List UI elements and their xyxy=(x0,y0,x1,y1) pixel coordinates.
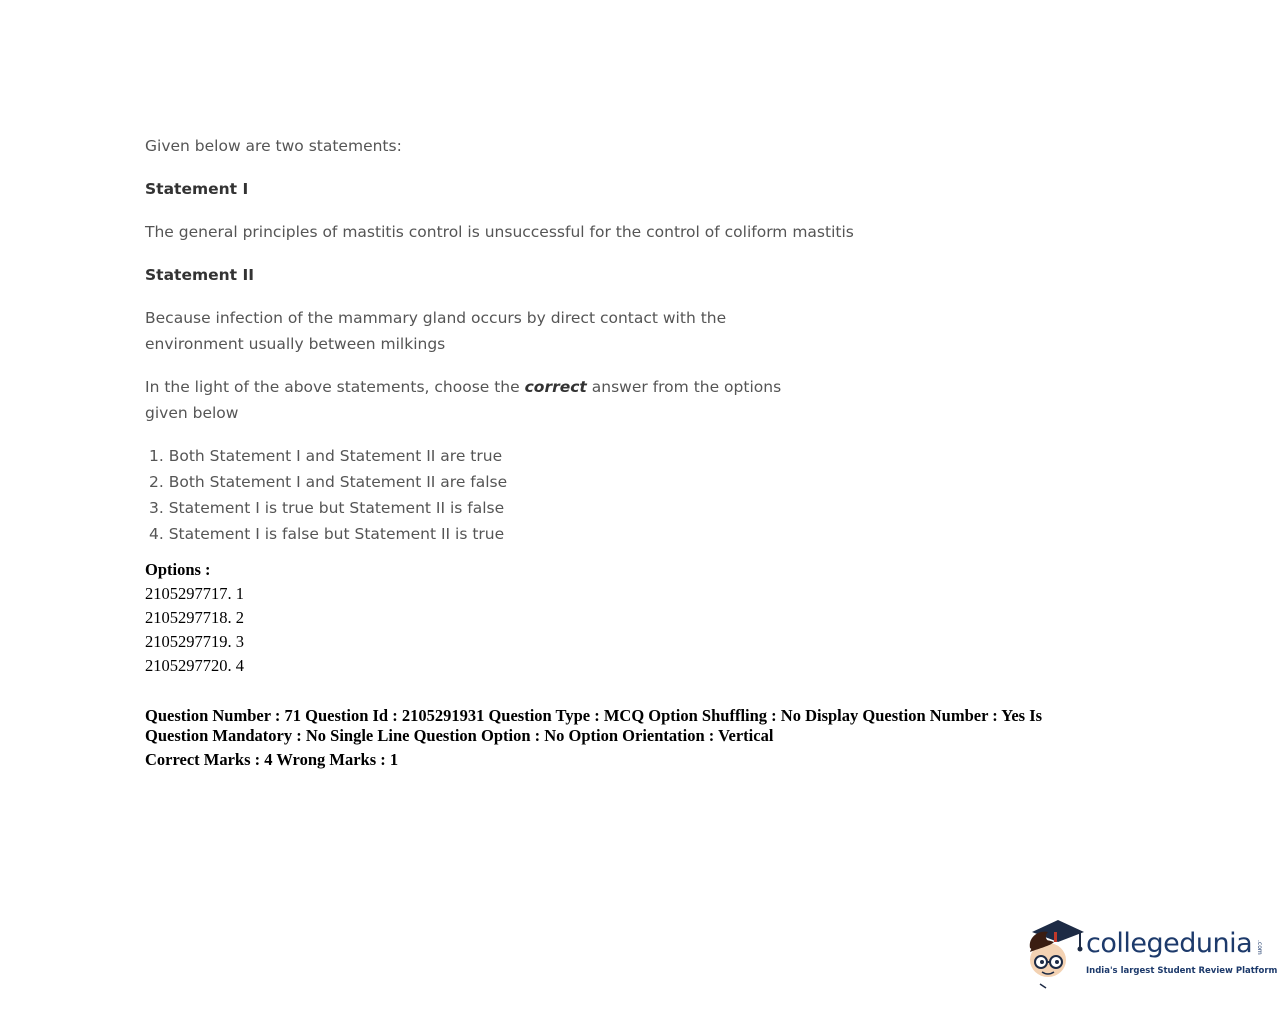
question-info: Question Number : 71 Question Id : 2105291931 Question Type : MCQ Option Shuffling : No Display Question Number : Yes Is Question Mandatory : No Single Line Question Option : No Option Orientation : Vertical xyxy=(145,706,1043,745)
answer-item: 4. Statement I is false but Statement II is true xyxy=(149,525,505,543)
answer-item: 3. Statement I is true but Statement II is false xyxy=(149,499,505,517)
statement-1-heading: Statement I xyxy=(145,180,249,198)
logo-wordmark: collegedunia xyxy=(1086,928,1253,959)
instruction-after: answer from the options given below xyxy=(145,378,782,422)
mascot-icon xyxy=(1024,918,1086,990)
option-row: 2105297718. 2 xyxy=(145,608,244,627)
statement-2-heading: Statement II xyxy=(145,266,254,284)
option-row: 2105297719. 3 xyxy=(145,632,244,651)
meta-block xyxy=(145,558,1105,772)
collegedunia-logo xyxy=(1024,918,1278,994)
answer-item: 2. Both Statement I and Statement II are false xyxy=(149,473,508,491)
option-row: 2105297717. 1 xyxy=(145,584,244,603)
answer-list xyxy=(145,443,865,547)
logo-tagline: India's largest Student Review Platform xyxy=(1086,966,1278,976)
option-row: 2105297720. 4 xyxy=(145,656,244,675)
question-block xyxy=(145,133,865,547)
options-title: Options : xyxy=(145,560,211,579)
question-intro: Given below are two statements: xyxy=(145,137,402,155)
statement-2-text: Because infection of the mammary gland occurs by direct contact with the environment usually between milkings xyxy=(145,309,727,353)
question-instruction xyxy=(145,374,825,426)
answer-item: 1. Both Statement I and Statement II are true xyxy=(149,447,503,465)
logo-domain-suffix: .com xyxy=(1256,940,1263,955)
instruction-before: In the light of the above statements, choose the xyxy=(145,378,525,396)
instruction-emphasis: correct xyxy=(524,378,587,396)
marks-info: Correct Marks : 4 Wrong Marks : 1 xyxy=(145,750,399,769)
statement-1-text: The general principles of mastitis control is unsuccessful for the control of coliform mastitis xyxy=(145,223,854,241)
